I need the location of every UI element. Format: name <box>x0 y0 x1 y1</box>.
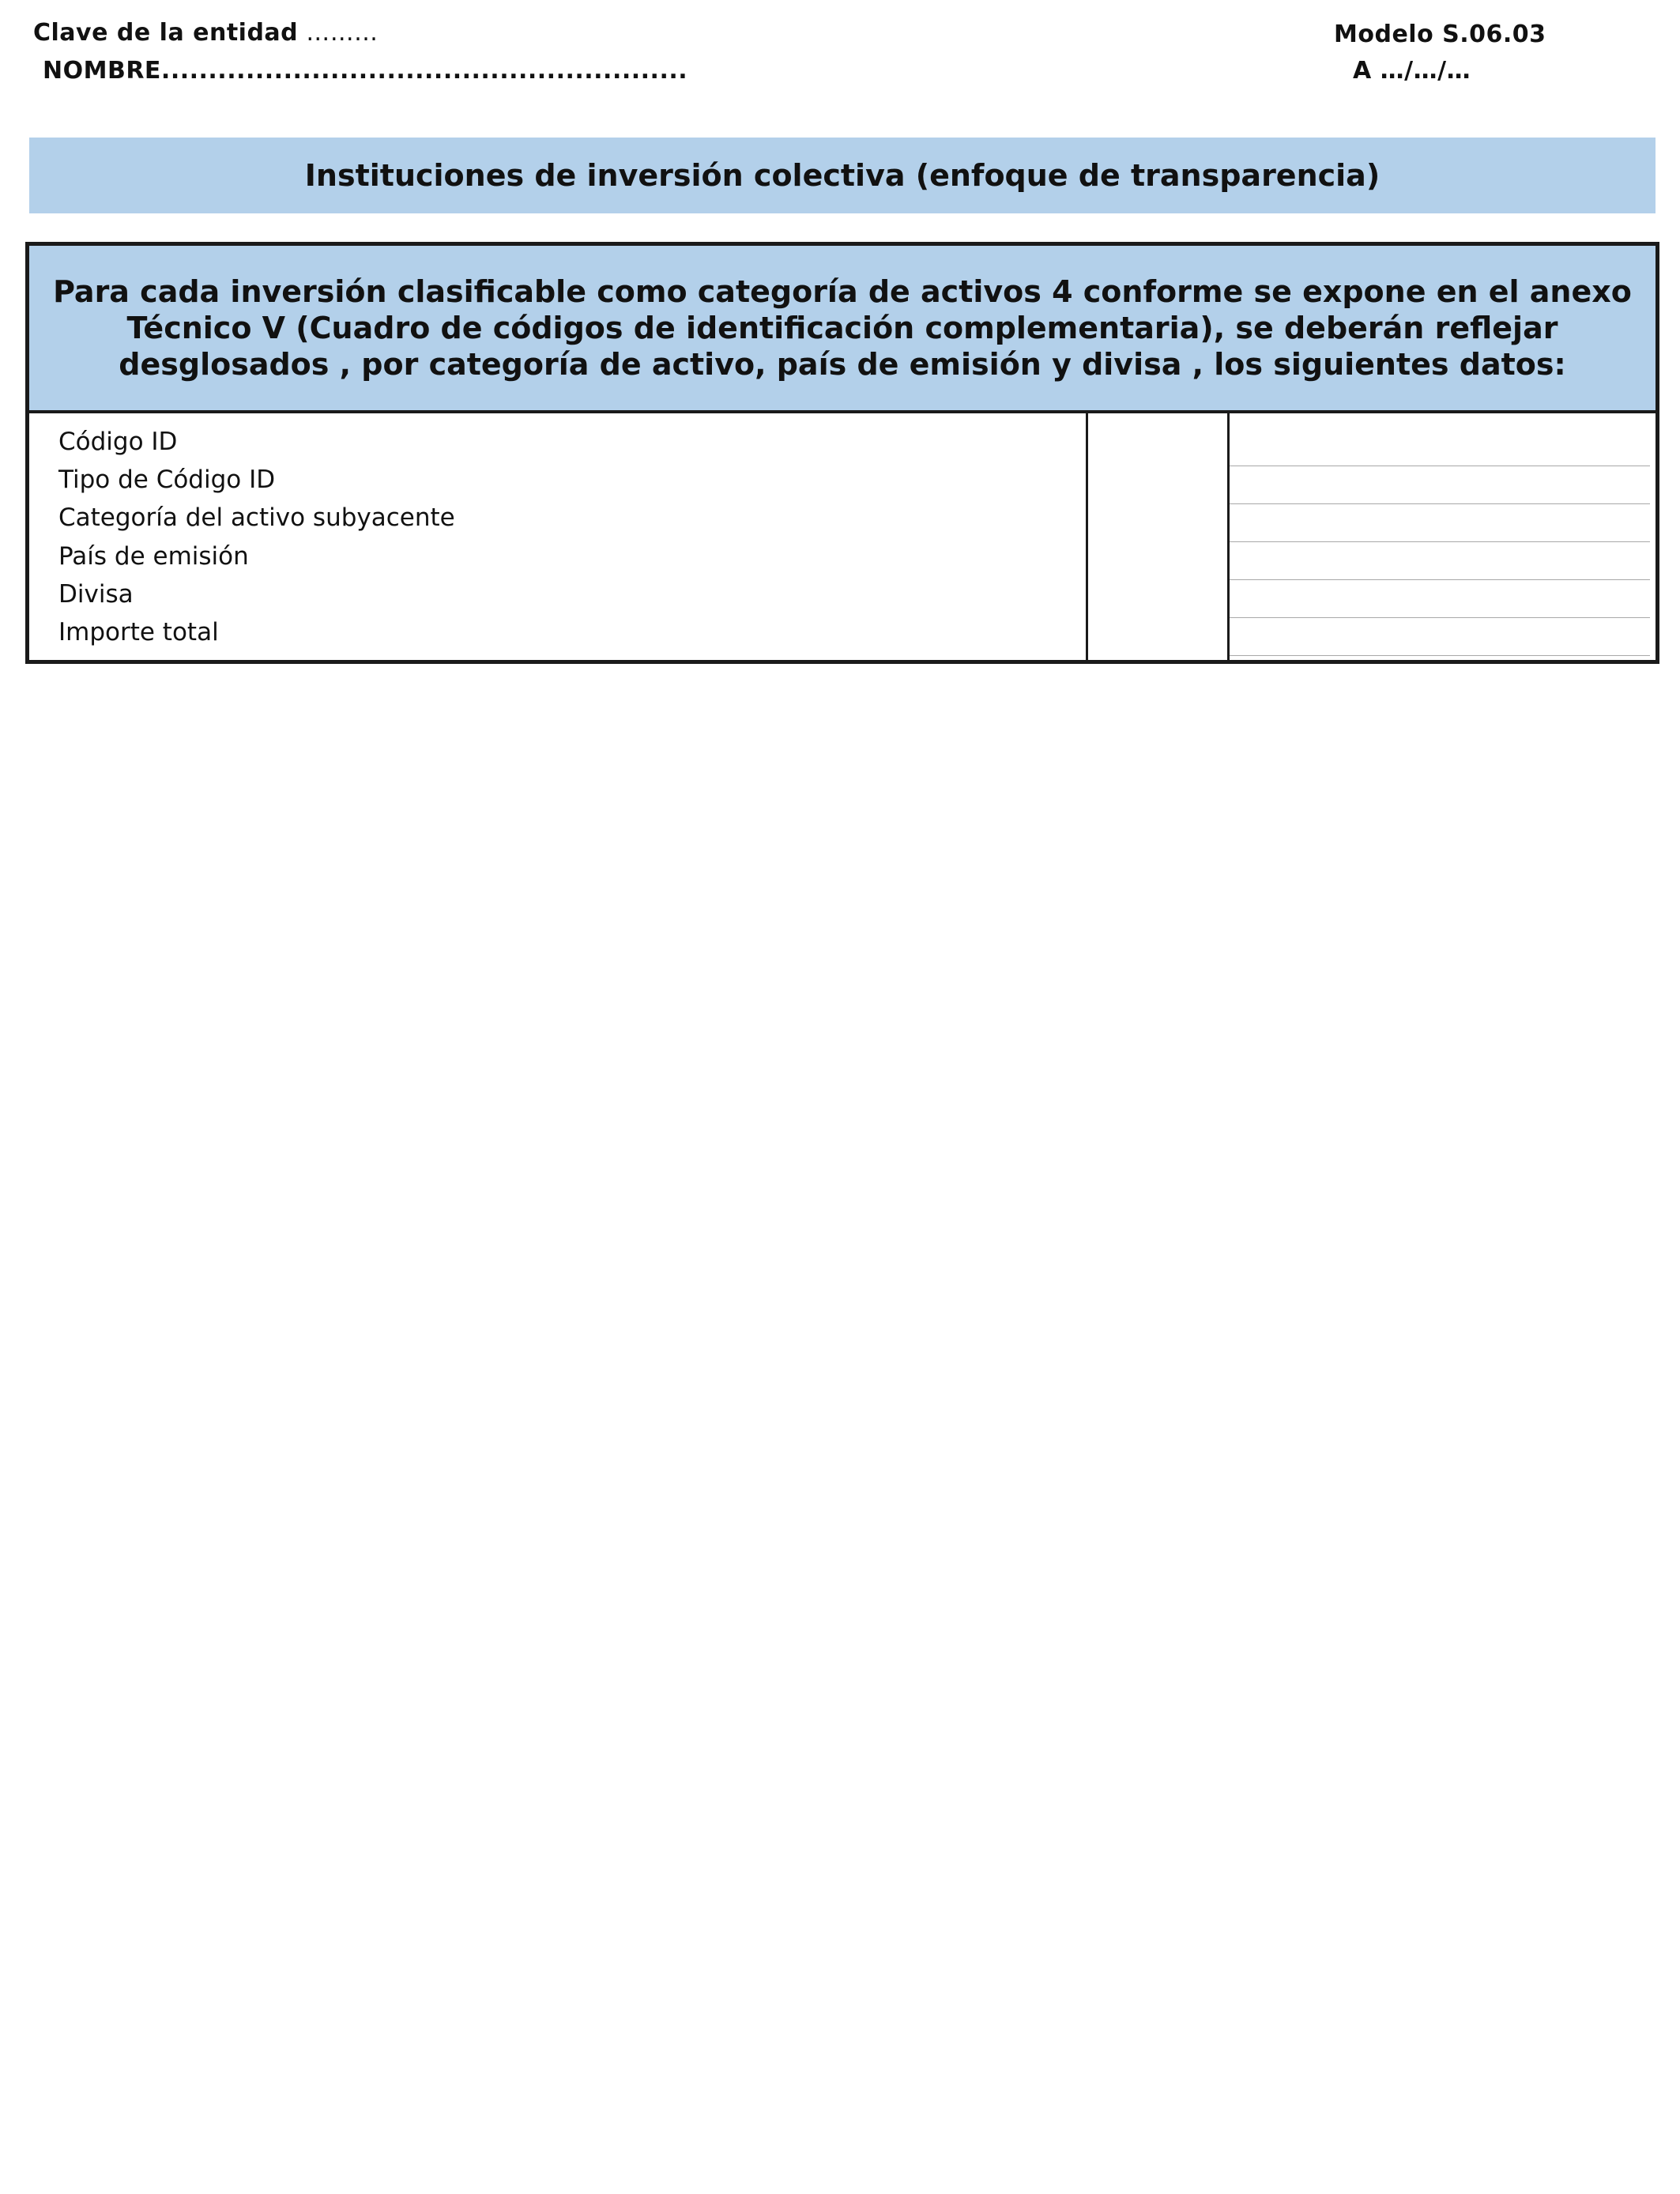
form-date: A …/…/… <box>1353 57 1471 85</box>
form-model-code: Modelo S.06.03 <box>1334 21 1546 48</box>
entry-line <box>1230 541 1650 542</box>
field-label-importe-total: Importe total <box>58 617 219 647</box>
field-label-codigo-id: Código ID <box>58 428 178 456</box>
field-label-pais-emision: País de emisión <box>58 541 249 571</box>
entry-line <box>1230 579 1650 580</box>
data-table <box>25 242 1659 664</box>
entity-name-label: NOMBRE........................................................ <box>43 57 688 85</box>
column-divider <box>1086 413 1088 660</box>
entry-line <box>1230 503 1650 504</box>
table-intro-text: Para cada inversión clasificable como categoría de activos 4 conforme se expone en el anexo Técnico V (Cuadro de códigos de identificación complementaria), se deberán reflejar desglosados , por categoría de activo, país de emisión y divisa , los siguientes datos: <box>53 274 1632 382</box>
field-label-tipo-codigo-id: Tipo de Código ID <box>58 466 276 495</box>
value-entry-column[interactable] <box>1230 413 1656 660</box>
field-label-divisa: Divisa <box>58 579 134 609</box>
entity-key-text: Clave de la entidad <box>33 19 299 47</box>
field-label-list <box>58 423 455 651</box>
section-title-text: Instituciones de inversión colectiva (enfoque de transparencia) <box>304 158 1381 193</box>
table-intro <box>29 246 1656 413</box>
entity-key-label <box>33 19 378 47</box>
entry-line <box>1230 617 1650 618</box>
entity-key-blank: ……... <box>298 19 379 47</box>
field-label-categoria-activo: Categoría del activo subyacente <box>58 503 455 533</box>
section-title <box>29 138 1656 213</box>
entry-line <box>1230 655 1650 656</box>
